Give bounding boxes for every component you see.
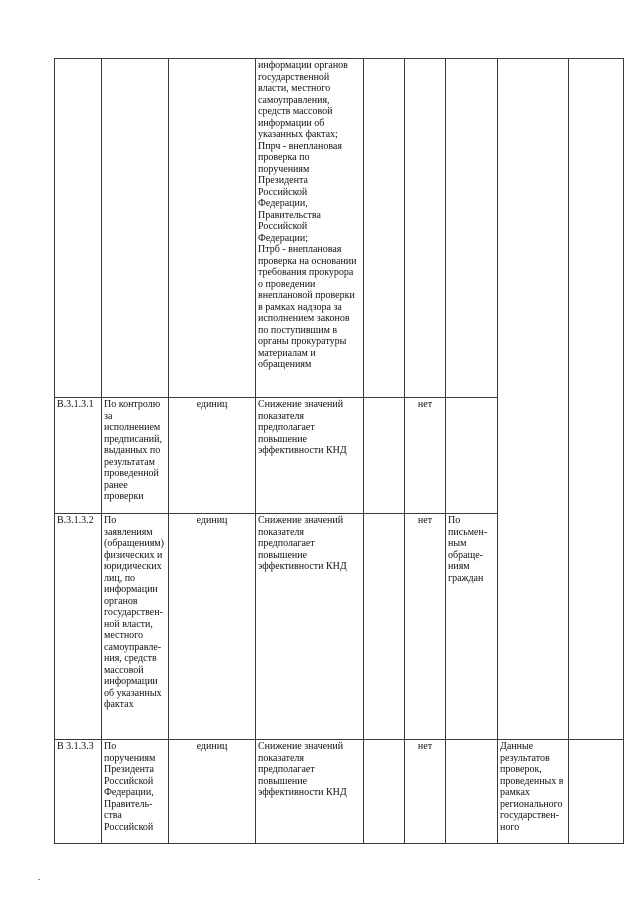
note-cell: [446, 740, 498, 844]
table-row: [55, 740, 624, 844]
code-cell: В.3.1.3.1: [55, 398, 102, 514]
indicator-cell: [364, 398, 405, 514]
name-cell: По поручениям Президента Российской Федерации, Правитель- ства Российской: [102, 740, 169, 844]
flag-cell: нет: [405, 740, 446, 844]
extra-cell: [569, 740, 624, 844]
source-cell: [498, 59, 569, 740]
scan-speck: [38, 879, 40, 880]
flag-cell: нет: [405, 398, 446, 514]
note-cell: [446, 398, 498, 514]
name-cell: По заявлениям (обращениям) физических и юридических лиц, по информации органов государствен- ной власти, местного самоуправле- ния, средств массовой информации об указанных фактах: [102, 514, 169, 740]
indicator-cell: [364, 59, 405, 398]
name-cell: [102, 59, 169, 398]
name-cell: По контролю за исполнением предписаний, выданных по результатам проведенной ранее проверки: [102, 398, 169, 514]
flag-cell: [405, 59, 446, 398]
description-cell: Снижение значений показателя предполагает повышение эффективности КНД: [256, 398, 364, 514]
unit-cell: [169, 59, 256, 398]
description-cell: Снижение значений показателя предполагает повышение эффективности КНД: [256, 740, 364, 844]
code-cell: В.3.1.3.2: [55, 514, 102, 740]
code-cell: [55, 59, 102, 398]
code-cell: В 3.1.3.3: [55, 740, 102, 844]
description-cell: информации органов государственной власти, местного самоуправления, средств массовой информации об указанных фактах; Ппрч - внеплановая проверка по поручениям Президента Российской Федерации, Правительства Российской Федерации; Птрб - внеплановая проверка на основании требования прокурора о проведении внеплановой проверки в рамках надзора за исполнением законов по поступившим в органы прокуратуры материалам и обращениям: [256, 59, 364, 398]
unit-cell: единиц: [169, 514, 256, 740]
source-cell: Данные результатов проверок, проведенных в рамках регионального государствен- ного: [498, 740, 569, 844]
unit-cell: единиц: [169, 398, 256, 514]
unit-cell: единиц: [169, 740, 256, 844]
table-row-continuation: [55, 59, 624, 398]
extra-cell: [569, 59, 624, 740]
note-cell: По письмен- ным обраще- ниям граждан: [446, 514, 498, 740]
description-cell: Снижение значений показателя предполагает повышение эффективности КНД: [256, 514, 364, 740]
indicator-cell: [364, 740, 405, 844]
note-cell: [446, 59, 498, 398]
flag-cell: нет: [405, 514, 446, 740]
indicator-cell: [364, 514, 405, 740]
indicators-table: [54, 58, 624, 844]
